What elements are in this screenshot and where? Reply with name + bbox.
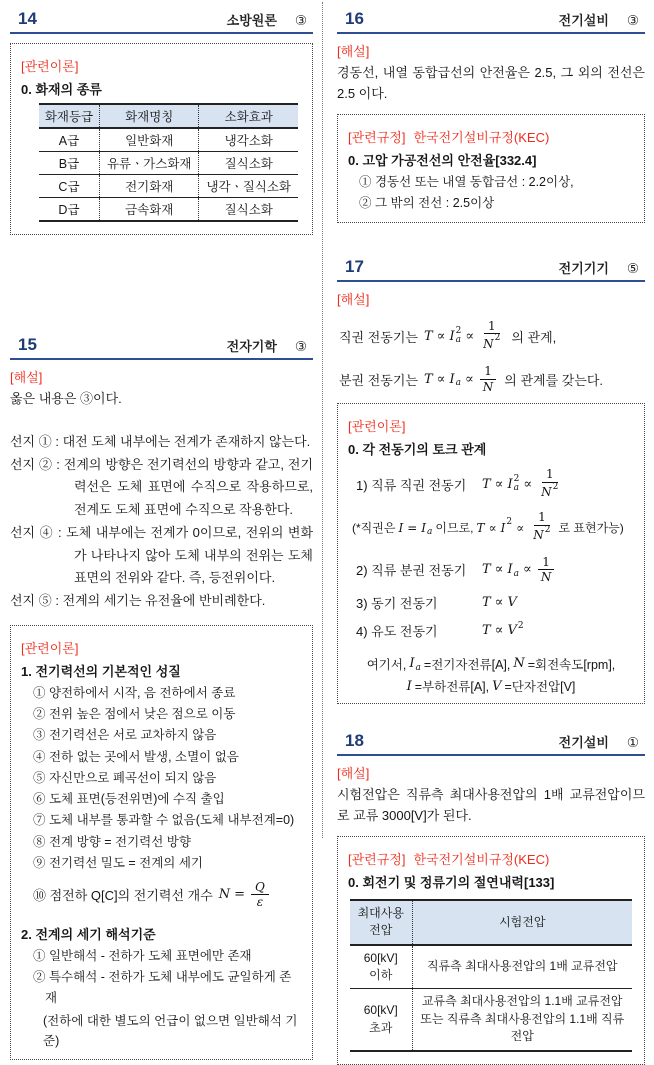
shunt-motor-suffix: 의 관계를 갖는다. <box>504 372 604 388</box>
table-cell: 유류ㆍ가스화재 <box>99 152 199 175</box>
regulation-tag: [관련규정] <box>348 129 406 145</box>
answer-mark: ① <box>626 735 639 751</box>
subject-label: 소방원론 <box>226 13 277 28</box>
theory-list <box>21 683 302 874</box>
table-cell: 전기화재 <box>99 175 199 198</box>
regulation-heading: 0. 회전기 및 정류기의 절연내력[133] <box>348 874 555 890</box>
table-cell: 일반화재 <box>99 128 199 152</box>
torque-formula: T ∝ I a ∝ $\frac{1}{N}$ <box>482 555 556 585</box>
torque-formula: T ∝ V 2 <box>482 620 524 639</box>
where-text: =부하전류[A], <box>414 680 490 695</box>
shunt-motor-text: 분권 전동기는 <box>339 372 418 388</box>
table-header-cell: 화재등급 <box>39 104 99 128</box>
problem-14-section <box>10 6 313 235</box>
torque-row-4 <box>356 621 634 640</box>
problem-16-header <box>337 6 645 34</box>
subject-label: 전기설비 <box>558 13 609 28</box>
list-item: ② 전위 높은 점에서 낮은 점으로 이동 <box>33 707 236 722</box>
problem-16-section <box>337 6 645 223</box>
list-item: ① 일반해석 - 전하가 도체 표면에만 존재 <box>33 948 252 963</box>
motor-type-label: 1) 직류 직권 전동기 <box>356 477 467 493</box>
series-motor-suffix: 의 관계, <box>511 329 557 345</box>
list-item: ⑥ 도체 표면(등전위면)에 수직 출입 <box>33 792 225 807</box>
table-header-row <box>39 104 298 128</box>
list-item: ⑤ 자신만으로 폐곡선이 되지 않음 <box>33 770 217 785</box>
problem-number: 15 <box>18 335 37 354</box>
related-theory-box-17 <box>337 403 645 704</box>
table-cell: 질식소화 <box>199 198 298 222</box>
list-item: 선지 ① : 대전 도체 내부에는 전계가 존재하지 않는다. <box>10 433 311 449</box>
table-row <box>39 198 298 222</box>
list-item: 선지 ④ : 도체 내부에는 전계가 0이므로, 전위의 변화가 나타나지 않아 도체 내부의 전위는 도체 표면의 전위와 같다. 즉, 등전위이다. <box>10 524 313 586</box>
table-cell: 60[kV] 이하 <box>350 945 412 989</box>
column-divider <box>322 2 323 838</box>
regulation-title: 한국전기설비규정(KEC) <box>413 129 550 145</box>
answer-mark: ③ <box>294 13 307 28</box>
subject-label: 전자기학 <box>226 339 277 354</box>
table-cell: 금속화재 <box>99 198 199 222</box>
torque-note-row <box>352 510 634 544</box>
list-item: ⑨ 전기력선 밀도 = 전계의 세기 <box>33 855 203 870</box>
torque-formula: T ∝ I 2 a ∝ 1 N 2 <box>482 467 559 499</box>
answer-mark: ③ <box>294 339 307 354</box>
related-regulation-label <box>348 127 634 146</box>
related-theory-box-15 <box>10 625 313 1060</box>
series-motor-text: 직권 전동기는 <box>339 329 418 345</box>
explanation-label: [해설] <box>337 292 370 308</box>
table-cell: D급 <box>39 198 99 222</box>
table-cell: 교류측 최대사용전압의 1.1배 교류전압 또는 직류측 최대사용전압의 1.1배 직류전압 <box>412 989 632 1051</box>
theory-heading: 0. 화재의 종류 <box>21 82 102 97</box>
shunt-motor-formula: T ∝ I a ∝ $\frac{1}{N}$ <box>424 364 498 394</box>
table-cell: B급 <box>39 152 99 175</box>
list-item: 선지 ⑤ : 전계의 세기는 유전율에 반비례한다. <box>10 593 266 609</box>
list-item: ⑧ 전계 방향 = 전기력선 방향 <box>33 834 191 849</box>
list-item: ① 경동선 또는 내열 동합금선 : 2.2이상, <box>359 174 574 189</box>
series-motor-line <box>339 319 645 353</box>
problem-18-header <box>337 728 645 756</box>
regulation-list <box>348 172 634 215</box>
table-cell: A급 <box>39 128 99 152</box>
table-cell: 냉각ㆍ질식소화 <box>199 175 298 198</box>
list-item: ⑦ 도체 내부를 통과할 수 없음(도체 내부전계=0) <box>33 813 295 828</box>
where-text: =전기자전류[A], <box>423 657 511 672</box>
table-row <box>39 128 298 152</box>
table-header-cell: 최대사용 전압 <box>350 900 412 945</box>
series-motor-formula: T ∝ I 2 a ∝ 1 N 2 <box>423 319 501 351</box>
related-theory-box-14 <box>10 43 313 235</box>
answer-mark: ③ <box>626 13 639 28</box>
motor-type-label: 3) 동기 전동기 <box>356 596 438 612</box>
torque-formula: T ∝ V <box>482 595 517 611</box>
explanation-label: [해설] <box>337 766 370 782</box>
motor-type-label: 4) 유도 전동기 <box>356 624 438 640</box>
table-header-cell: 소화효과 <box>199 104 298 128</box>
where-line-1 <box>348 654 634 673</box>
problem-17-section <box>337 254 645 704</box>
explanation-label: [해설] <box>337 44 370 59</box>
load-current-symbol: I <box>406 678 412 694</box>
problem-subject-group <box>227 10 311 29</box>
list-item: ① 양전하에서 시작, 음 전하에서 종료 <box>33 685 236 700</box>
list-item: ② 그 밖의 전선 : 2.5이상 <box>359 195 495 210</box>
fire-class-table <box>39 103 298 222</box>
choice-list <box>10 431 313 613</box>
table-cell: 질식소화 <box>199 152 298 175</box>
problem-17-header <box>337 254 645 282</box>
shunt-motor-line <box>339 364 645 394</box>
theory-item-10 <box>21 880 302 910</box>
note-formula-1: I = I a <box>398 520 433 537</box>
problem-number: 16 <box>345 9 364 28</box>
note-formula-2: T ∝ I 2 ∝ 1 N 2 <box>476 510 551 543</box>
torque-row-2 <box>356 555 634 585</box>
speed-symbol: N <box>513 656 525 672</box>
explanation-label: [해설] <box>10 370 43 385</box>
note-prefix: (*직권은 <box>352 521 396 536</box>
problem-subject-group <box>227 336 311 355</box>
subject-label: 전기기기 <box>558 261 609 277</box>
related-theory-label: [관련이론] <box>21 640 79 656</box>
theory-note: (전하에 대한 별도의 언급이 없으면 일반해석 기준) <box>43 1013 298 1048</box>
note-suffix: 로 표현가능) <box>558 521 624 536</box>
related-theory-label: [관련이론] <box>21 59 79 74</box>
problem-number: 17 <box>345 257 364 277</box>
field-lines-formula: N = $\frac{Q}{\varepsilon}$ <box>219 880 271 910</box>
explanation-intro: 옳은 내용은 ③이다. <box>10 391 122 406</box>
problem-18-section <box>337 728 645 1064</box>
table-row <box>350 945 632 989</box>
table-row <box>350 989 632 1051</box>
subject-label: 전기설비 <box>558 735 609 751</box>
list-item: ④ 전하 없는 곳에서 발생, 소멸이 없음 <box>33 749 239 764</box>
motor-type-label: 2) 직류 분권 전동기 <box>356 563 467 579</box>
related-regulation-label <box>348 849 634 868</box>
theory-list-2 <box>21 946 302 1010</box>
explanation-text: 시험전압은 직류측 최대사용전압의 1배 교류전압이므로 교류 3000[V]가 된다. <box>337 787 645 824</box>
where-line-2 <box>348 677 634 695</box>
table-header-row <box>350 900 632 945</box>
problem-subject-group <box>559 732 643 751</box>
related-regulation-box-16 <box>337 114 645 224</box>
table-cell: C급 <box>39 175 99 198</box>
table-row <box>39 152 298 175</box>
problem-14-header <box>10 6 313 34</box>
right-column <box>337 0 645 1065</box>
torque-row-1 <box>356 467 634 501</box>
theory-item-10-text: ⑩ 점전하 Q[C]의 전기력선 개수 <box>33 888 213 904</box>
answer-mark: ⑤ <box>626 261 639 277</box>
voltage-symbol: V <box>492 678 502 694</box>
note-mid: 이므로, <box>435 521 474 536</box>
problem-subject-group <box>559 258 643 277</box>
problem-15-section <box>10 332 313 1060</box>
related-theory-label: [관련이론] <box>348 419 406 435</box>
withstand-voltage-table <box>350 899 632 1052</box>
regulation-tag: [관련규정] <box>348 851 406 867</box>
table-cell: 냉각소화 <box>199 128 298 152</box>
table-header-cell: 화재명칭 <box>99 104 199 128</box>
left-column <box>10 0 313 1060</box>
torque-row-3 <box>356 593 634 612</box>
where-text: =단자전압[V] <box>504 680 576 695</box>
list-item: 선지 ② : 전계의 방향은 전기력선의 방향과 같고, 전기력선은 도체 표면에 수직으로 작용하므로, 전계도 도체 표면에 수직으로 작용한다. <box>10 456 313 518</box>
armature-current-symbol: I a <box>409 656 421 673</box>
list-item: ③ 전기력선은 서로 교차하지 않음 <box>33 728 217 743</box>
list-item: ② 특수해석 - 전하가 도체 내부에도 균일하게 존재 <box>33 970 292 1006</box>
related-regulation-box-18 <box>337 836 645 1065</box>
explanation-text: 경동선, 내열 동합급선의 안전율은 2.5, 그 외의 전선은 2.5 이다. <box>337 65 645 101</box>
where-prefix: 여기서, <box>366 657 407 672</box>
where-text: =회전속도[rpm], <box>527 657 616 672</box>
table-cell: 직류측 최대사용전압의 1배 교류전압 <box>412 945 632 989</box>
problem-subject-group <box>559 10 643 29</box>
table-row <box>39 175 298 198</box>
torque-heading: 0. 각 전동기의 토크 관계 <box>348 442 487 458</box>
regulation-heading: 0. 고압 가공전선의 안전율[332.4] <box>348 152 537 168</box>
regulation-title: 한국전기설비규정(KEC) <box>413 851 550 867</box>
theory-section2-heading: 2. 전계의 세기 해석기준 <box>21 926 156 942</box>
problem-number: 18 <box>345 731 364 751</box>
table-header-cell: 시험전압 <box>412 900 632 945</box>
table-cell: 60[kV] 초과 <box>350 989 412 1051</box>
problem-15-header <box>10 332 313 360</box>
problem-number: 14 <box>18 9 37 28</box>
theory-section1-heading: 1. 전기력선의 기본적인 성질 <box>21 663 181 679</box>
